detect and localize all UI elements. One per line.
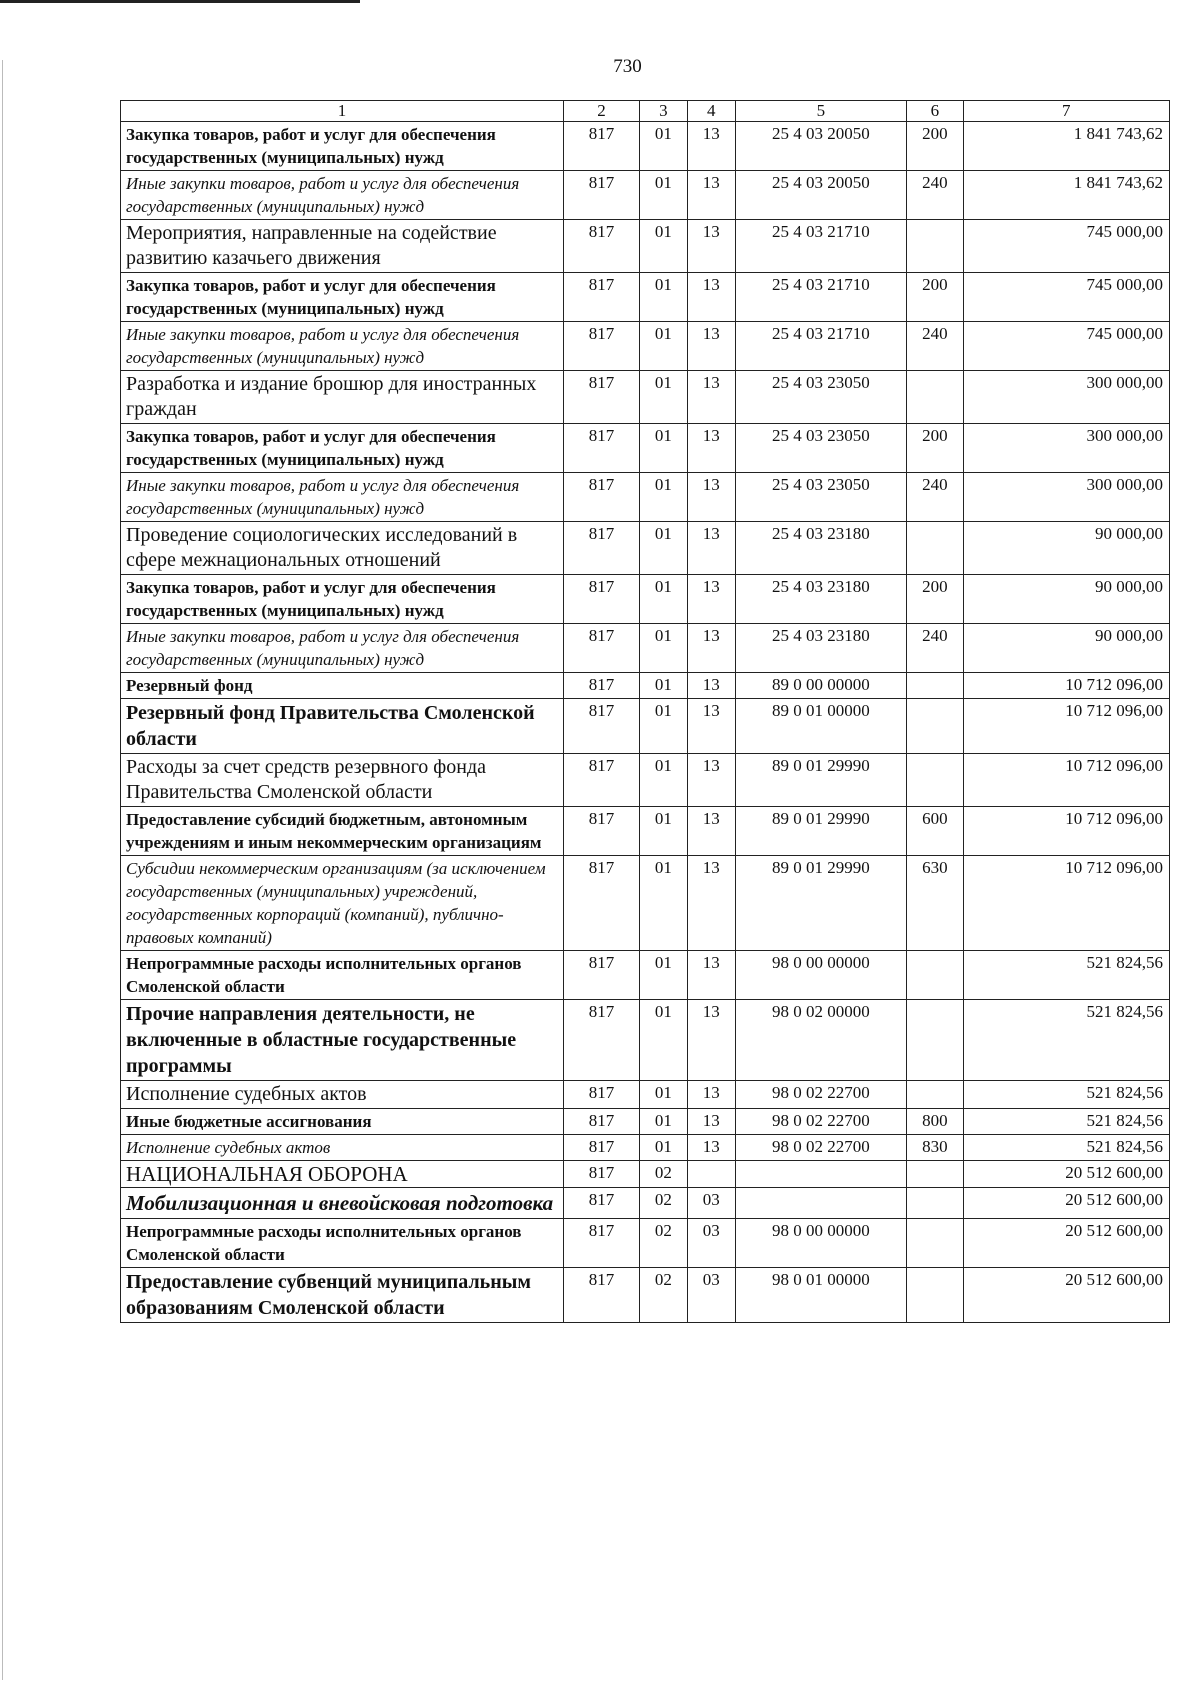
row-name: Иные закупки товаров, работ и услуг для обеспечения государственных (муниципальных) нужд bbox=[121, 322, 564, 371]
table-row bbox=[121, 951, 1170, 1000]
row-amount: 521 824,56 bbox=[963, 1135, 1169, 1161]
row-expense-type bbox=[907, 1000, 963, 1081]
row-subsection-code: 03 bbox=[687, 1219, 735, 1268]
row-name: Иные закупки товаров, работ и услуг для обеспечения государственных (муниципальных) нужд bbox=[121, 473, 564, 522]
row-target-article: 25 4 03 21710 bbox=[735, 273, 907, 322]
row-expense-type: 240 bbox=[907, 171, 963, 220]
row-subsection-code bbox=[687, 1161, 735, 1188]
row-section-code: 01 bbox=[640, 522, 688, 575]
row-target-article: 25 4 03 23050 bbox=[735, 424, 907, 473]
row-target-article: 89 0 01 00000 bbox=[735, 699, 907, 754]
row-section-code: 01 bbox=[640, 122, 688, 171]
row-expense-type bbox=[907, 951, 963, 1000]
row-subsection-code: 13 bbox=[687, 522, 735, 575]
header-cell: 4 bbox=[687, 101, 735, 122]
row-ministry-code: 817 bbox=[564, 1219, 640, 1268]
table-row bbox=[121, 1219, 1170, 1268]
row-subsection-code: 13 bbox=[687, 371, 735, 424]
row-name: Расходы за счет средств резервного фонда Правительства Смоленской области bbox=[121, 754, 564, 807]
row-subsection-code: 13 bbox=[687, 754, 735, 807]
row-section-code: 01 bbox=[640, 171, 688, 220]
row-subsection-code: 13 bbox=[687, 322, 735, 371]
row-expense-type: 240 bbox=[907, 473, 963, 522]
row-amount: 521 824,56 bbox=[963, 951, 1169, 1000]
row-target-article: 25 4 03 23180 bbox=[735, 575, 907, 624]
row-name: Закупка товаров, работ и услуг для обеспечения государственных (муниципальных) нужд bbox=[121, 122, 564, 171]
row-amount: 90 000,00 bbox=[963, 522, 1169, 575]
row-target-article bbox=[735, 1188, 907, 1219]
row-expense-type: 240 bbox=[907, 322, 963, 371]
row-ministry-code: 817 bbox=[564, 424, 640, 473]
table-row bbox=[121, 1161, 1170, 1188]
row-name: Разработка и издание брошюр для иностранных граждан bbox=[121, 371, 564, 424]
row-section-code: 01 bbox=[640, 699, 688, 754]
row-target-article: 25 4 03 23050 bbox=[735, 473, 907, 522]
row-expense-type: 200 bbox=[907, 273, 963, 322]
row-ministry-code: 817 bbox=[564, 699, 640, 754]
row-ministry-code: 817 bbox=[564, 473, 640, 522]
row-name: Прочие направления деятельности, не включенные в областные государственные программы bbox=[121, 1000, 564, 1081]
row-ministry-code: 817 bbox=[564, 807, 640, 856]
row-amount: 521 824,56 bbox=[963, 1081, 1169, 1109]
row-ministry-code: 817 bbox=[564, 1188, 640, 1219]
table-header-row bbox=[121, 101, 1170, 122]
row-subsection-code: 13 bbox=[687, 624, 735, 673]
row-section-code: 01 bbox=[640, 371, 688, 424]
row-ministry-code: 817 bbox=[564, 371, 640, 424]
row-ministry-code: 817 bbox=[564, 220, 640, 273]
table-row bbox=[121, 371, 1170, 424]
table-row bbox=[121, 1081, 1170, 1109]
row-name: Непрограммные расходы исполнительных органов Смоленской области bbox=[121, 951, 564, 1000]
row-subsection-code: 13 bbox=[687, 1081, 735, 1109]
table-row bbox=[121, 220, 1170, 273]
left-margin-line bbox=[2, 60, 3, 1680]
row-amount: 300 000,00 bbox=[963, 424, 1169, 473]
row-expense-type bbox=[907, 673, 963, 699]
row-name: Исполнение судебных актов bbox=[121, 1135, 564, 1161]
header-cell: 5 bbox=[735, 101, 907, 122]
row-ministry-code: 817 bbox=[564, 624, 640, 673]
row-amount: 20 512 600,00 bbox=[963, 1268, 1169, 1323]
row-section-code: 01 bbox=[640, 1000, 688, 1081]
header-cell: 7 bbox=[963, 101, 1169, 122]
row-amount: 521 824,56 bbox=[963, 1000, 1169, 1081]
row-section-code: 01 bbox=[640, 673, 688, 699]
table-body bbox=[121, 122, 1170, 1323]
row-expense-type: 630 bbox=[907, 856, 963, 951]
row-name: Предоставление субвенций муниципальным образованиям Смоленской области bbox=[121, 1268, 564, 1323]
row-expense-type: 200 bbox=[907, 122, 963, 171]
row-target-article: 98 0 02 22700 bbox=[735, 1081, 907, 1109]
table-row bbox=[121, 1268, 1170, 1323]
table-row bbox=[121, 1000, 1170, 1081]
row-expense-type bbox=[907, 522, 963, 575]
row-target-article: 98 0 02 00000 bbox=[735, 1000, 907, 1081]
row-target-article: 25 4 03 20050 bbox=[735, 171, 907, 220]
table-row bbox=[121, 122, 1170, 171]
header-cell: 2 bbox=[564, 101, 640, 122]
row-name: Мобилизационная и вневойсковая подготовка bbox=[121, 1188, 564, 1219]
row-target-article: 25 4 03 23050 bbox=[735, 371, 907, 424]
row-amount: 10 712 096,00 bbox=[963, 673, 1169, 699]
table-row bbox=[121, 624, 1170, 673]
row-name: НАЦИОНАЛЬНАЯ ОБОРОНА bbox=[121, 1161, 564, 1188]
row-name: Иные бюджетные ассигнования bbox=[121, 1109, 564, 1135]
page-number: 730 bbox=[613, 56, 642, 77]
row-expense-type: 240 bbox=[907, 624, 963, 673]
row-ministry-code: 817 bbox=[564, 1161, 640, 1188]
table-row bbox=[121, 1135, 1170, 1161]
row-ministry-code: 817 bbox=[564, 951, 640, 1000]
row-subsection-code: 13 bbox=[687, 807, 735, 856]
row-name: Иные закупки товаров, работ и услуг для обеспечения государственных (муниципальных) нужд bbox=[121, 171, 564, 220]
row-expense-type bbox=[907, 371, 963, 424]
row-amount: 20 512 600,00 bbox=[963, 1219, 1169, 1268]
row-name: Закупка товаров, работ и услуг для обеспечения государственных (муниципальных) нужд bbox=[121, 575, 564, 624]
row-section-code: 02 bbox=[640, 1219, 688, 1268]
row-section-code: 01 bbox=[640, 951, 688, 1000]
header-cell: 3 bbox=[640, 101, 688, 122]
row-subsection-code: 13 bbox=[687, 575, 735, 624]
row-target-article bbox=[735, 1161, 907, 1188]
row-section-code: 01 bbox=[640, 624, 688, 673]
row-name: Проведение социологических исследований в сфере межнациональных отношений bbox=[121, 522, 564, 575]
row-target-article: 25 4 03 21710 bbox=[735, 322, 907, 371]
row-subsection-code: 03 bbox=[687, 1268, 735, 1323]
row-target-article: 98 0 01 00000 bbox=[735, 1268, 907, 1323]
row-section-code: 01 bbox=[640, 1109, 688, 1135]
row-subsection-code: 13 bbox=[687, 220, 735, 273]
table-row bbox=[121, 322, 1170, 371]
table-row bbox=[121, 424, 1170, 473]
row-amount: 90 000,00 bbox=[963, 575, 1169, 624]
header-cell: 6 bbox=[907, 101, 963, 122]
row-subsection-code: 13 bbox=[687, 1135, 735, 1161]
table-row bbox=[121, 699, 1170, 754]
row-target-article: 98 0 02 22700 bbox=[735, 1109, 907, 1135]
row-subsection-code: 13 bbox=[687, 122, 735, 171]
row-subsection-code: 13 bbox=[687, 699, 735, 754]
row-target-article: 98 0 00 00000 bbox=[735, 1219, 907, 1268]
row-subsection-code: 03 bbox=[687, 1188, 735, 1219]
table-row bbox=[121, 273, 1170, 322]
row-name: Непрограммные расходы исполнительных органов Смоленской области bbox=[121, 1219, 564, 1268]
row-name: Мероприятия, направленные на содействие развитию казачьего движения bbox=[121, 220, 564, 273]
table-row bbox=[121, 807, 1170, 856]
row-section-code: 01 bbox=[640, 473, 688, 522]
row-target-article: 98 0 00 00000 bbox=[735, 951, 907, 1000]
row-subsection-code: 13 bbox=[687, 424, 735, 473]
row-ministry-code: 817 bbox=[564, 122, 640, 171]
row-ministry-code: 817 bbox=[564, 522, 640, 575]
row-expense-type bbox=[907, 1268, 963, 1323]
row-target-article: 89 0 01 29990 bbox=[735, 807, 907, 856]
row-amount: 90 000,00 bbox=[963, 624, 1169, 673]
table-row bbox=[121, 171, 1170, 220]
row-expense-type: 200 bbox=[907, 575, 963, 624]
row-target-article: 25 4 03 23180 bbox=[735, 522, 907, 575]
row-amount: 10 712 096,00 bbox=[963, 856, 1169, 951]
row-subsection-code: 13 bbox=[687, 1109, 735, 1135]
row-amount: 745 000,00 bbox=[963, 220, 1169, 273]
row-section-code: 01 bbox=[640, 856, 688, 951]
row-name: Закупка товаров, работ и услуг для обеспечения государственных (муниципальных) нужд bbox=[121, 273, 564, 322]
row-subsection-code: 13 bbox=[687, 1000, 735, 1081]
header-cell: 1 bbox=[121, 101, 564, 122]
row-ministry-code: 817 bbox=[564, 1109, 640, 1135]
row-amount: 1 841 743,62 bbox=[963, 171, 1169, 220]
table-row bbox=[121, 473, 1170, 522]
row-amount: 10 712 096,00 bbox=[963, 807, 1169, 856]
row-expense-type: 200 bbox=[907, 424, 963, 473]
row-name: Иные закупки товаров, работ и услуг для обеспечения государственных (муниципальных) нужд bbox=[121, 624, 564, 673]
row-target-article: 25 4 03 20050 bbox=[735, 122, 907, 171]
row-subsection-code: 13 bbox=[687, 856, 735, 951]
row-subsection-code: 13 bbox=[687, 673, 735, 699]
row-amount: 20 512 600,00 bbox=[963, 1161, 1169, 1188]
row-subsection-code: 13 bbox=[687, 171, 735, 220]
row-target-article: 89 0 01 29990 bbox=[735, 754, 907, 807]
row-ministry-code: 817 bbox=[564, 1268, 640, 1323]
row-ministry-code: 817 bbox=[564, 273, 640, 322]
row-expense-type: 830 bbox=[907, 1135, 963, 1161]
row-section-code: 01 bbox=[640, 754, 688, 807]
table-row bbox=[121, 522, 1170, 575]
row-subsection-code: 13 bbox=[687, 473, 735, 522]
table-row bbox=[121, 1188, 1170, 1219]
row-name: Исполнение судебных актов bbox=[121, 1081, 564, 1109]
table-row bbox=[121, 575, 1170, 624]
row-expense-type bbox=[907, 220, 963, 273]
row-ministry-code: 817 bbox=[564, 575, 640, 624]
row-subsection-code: 13 bbox=[687, 951, 735, 1000]
table-row bbox=[121, 856, 1170, 951]
row-target-article: 89 0 00 00000 bbox=[735, 673, 907, 699]
row-target-article: 25 4 03 23180 bbox=[735, 624, 907, 673]
row-expense-type: 800 bbox=[907, 1109, 963, 1135]
row-expense-type bbox=[907, 1161, 963, 1188]
budget-table bbox=[120, 100, 1170, 1323]
row-ministry-code: 817 bbox=[564, 322, 640, 371]
row-expense-type: 600 bbox=[907, 807, 963, 856]
row-target-article: 89 0 01 29990 bbox=[735, 856, 907, 951]
row-amount: 745 000,00 bbox=[963, 322, 1169, 371]
row-name: Закупка товаров, работ и услуг для обеспечения государственных (муниципальных) нужд bbox=[121, 424, 564, 473]
row-section-code: 01 bbox=[640, 273, 688, 322]
row-ministry-code: 817 bbox=[564, 1135, 640, 1161]
table-row bbox=[121, 673, 1170, 699]
row-subsection-code: 13 bbox=[687, 273, 735, 322]
row-amount: 1 841 743,62 bbox=[963, 122, 1169, 171]
row-expense-type bbox=[907, 1219, 963, 1268]
row-target-article: 25 4 03 21710 bbox=[735, 220, 907, 273]
row-amount: 300 000,00 bbox=[963, 371, 1169, 424]
row-section-code: 01 bbox=[640, 575, 688, 624]
row-section-code: 02 bbox=[640, 1188, 688, 1219]
row-ministry-code: 817 bbox=[564, 754, 640, 807]
row-section-code: 01 bbox=[640, 807, 688, 856]
row-section-code: 02 bbox=[640, 1268, 688, 1323]
row-amount: 745 000,00 bbox=[963, 273, 1169, 322]
row-section-code: 02 bbox=[640, 1161, 688, 1188]
row-name: Субсидии некоммерческим организациям (за исключением государственных (муниципальных) учреждений, государственных корпораций (компаний), публично-правовых компаний) bbox=[121, 856, 564, 951]
row-section-code: 01 bbox=[640, 220, 688, 273]
row-ministry-code: 817 bbox=[564, 856, 640, 951]
row-name: Резервный фонд bbox=[121, 673, 564, 699]
row-expense-type bbox=[907, 754, 963, 807]
row-name: Резервный фонд Правительства Смоленской области bbox=[121, 699, 564, 754]
row-amount: 20 512 600,00 bbox=[963, 1188, 1169, 1219]
row-expense-type bbox=[907, 1081, 963, 1109]
row-section-code: 01 bbox=[640, 424, 688, 473]
row-ministry-code: 817 bbox=[564, 1000, 640, 1081]
row-target-article: 98 0 02 22700 bbox=[735, 1135, 907, 1161]
top-rule bbox=[0, 0, 360, 3]
row-amount: 521 824,56 bbox=[963, 1109, 1169, 1135]
row-section-code: 01 bbox=[640, 322, 688, 371]
row-amount: 10 712 096,00 bbox=[963, 754, 1169, 807]
table-row bbox=[121, 754, 1170, 807]
row-name: Предоставление субсидий бюджетным, автономным учреждениям и иным некоммерческим организациям bbox=[121, 807, 564, 856]
table-row bbox=[121, 1109, 1170, 1135]
row-ministry-code: 817 bbox=[564, 673, 640, 699]
row-expense-type bbox=[907, 699, 963, 754]
row-ministry-code: 817 bbox=[564, 171, 640, 220]
row-section-code: 01 bbox=[640, 1135, 688, 1161]
row-amount: 10 712 096,00 bbox=[963, 699, 1169, 754]
row-amount: 300 000,00 bbox=[963, 473, 1169, 522]
row-expense-type bbox=[907, 1188, 963, 1219]
row-section-code: 01 bbox=[640, 1081, 688, 1109]
row-ministry-code: 817 bbox=[564, 1081, 640, 1109]
